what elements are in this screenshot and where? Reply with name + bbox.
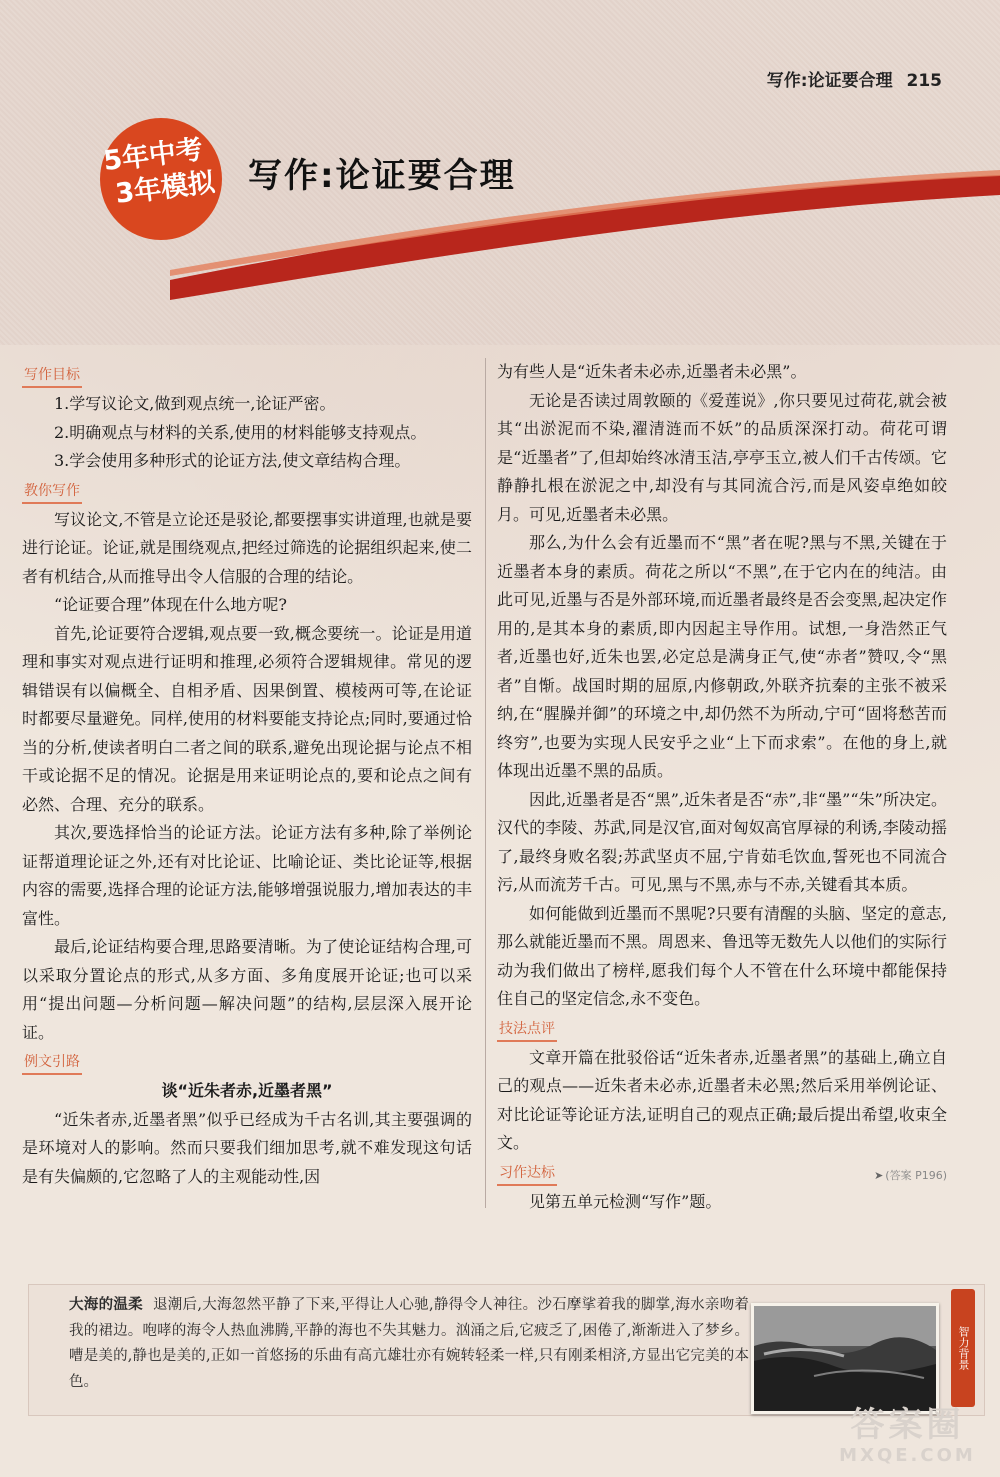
left-column [22, 360, 472, 1191]
decorative-swoosh [170, 170, 1000, 310]
section-title: 写作:论证要合理 [248, 156, 516, 196]
footer-panel [28, 1284, 985, 1416]
essay-opening: “近朱者赤,近墨者黑”似乎已经成为千古名训,其主要强调的是环境对人的影响。然而只要我们细加思考,就不难发现这句话是有失偏颇的,它忽略了人的主观能动性,因 [22, 1109, 472, 1186]
watermark-line2: MXQE.COM [839, 1445, 976, 1466]
essay-paragraph: 因此,近墨者是否“黑”,近朱者是否“赤”,非“墨”“朱”所决定。汉代的李陵、苏武,同是汉官,面对匈奴高官厚禄的利诱,李陵动摇了,最终身败名裂;苏武坚贞不屈,宁肯茹毛饮血,誓死也不同流合污,从而流芳千古。可见,黑与不黑,赤与不赤,关键看其本质。 [497, 789, 947, 894]
example-tag: 例文引路 [22, 1051, 82, 1075]
goals-list [22, 390, 472, 476]
sea-waves-image [754, 1306, 936, 1411]
teach-tag: 教你写作 [22, 480, 82, 504]
logo-line2: 3年模拟 [113, 166, 217, 210]
column-divider [485, 358, 486, 1208]
goal-item: 1.学写议论文,做到观点统一,论证严密。 [54, 394, 336, 413]
teach-paragraph: 其次,要选择恰当的论证方法。论证方法有多种,除了举例论证帮道理论证之外,还有对比论证、比喻论证、类比论证等,根据内容的需要,选择合理的论证方法,能够增强说服力,增加表达的丰富性。 [22, 823, 472, 928]
practice-text: 见第五单元检测“写作”题。 [529, 1191, 722, 1211]
essay-continuation: 为有些人是“近朱者未必赤,近墨者未必黑”。 [497, 362, 807, 381]
practice-tag: 习作达标 [497, 1162, 557, 1186]
watermark-line1: 答案圈 [850, 1405, 965, 1445]
goals-tag: 写作目标 [22, 364, 82, 388]
goal-item: 3.学会使用多种形式的论证方法,使文章结构合理。 [54, 451, 411, 470]
teach-paragraph: “论证要合理”体现在什么地方呢? [54, 595, 287, 614]
running-header [767, 66, 942, 91]
logo-line1: 5年中考 [101, 134, 205, 178]
essay-paragraph: 无论是否读过周敦颐的《爱莲说》,你只要见过荷花,就会被其“出淤泥而不染,濯清涟而不妖”的品质深深打动。荷花可谓是“近墨者”了,但却始终冰清玉洁,亭亭玉立,被人们千古传颂。它静静扎根在淤泥之中,却没有与其同流合污,而是风姿卓绝如皎月。可见,近墨者未必黑。 [497, 390, 947, 524]
practice-row [497, 1158, 947, 1188]
review-tag: 技法点评 [497, 1018, 557, 1042]
footer-text: 退潮后,大海忽然平静了下来,平得让人心驰,静得令人神往。沙石摩挲着我的脚掌,海水亲吻着我的裙边。咆哮的海令人热血沸腾,平静的海也不失其魅力。汹涌之后,它疲乏了,困倦了,渐渐进入了梦乡。嘈是美的,静也是美的,正如一首悠扬的乐曲有高亢雄壮亦有婉转轻柔一样,只有刚柔相济,方显出它完美的本色。 [69, 1297, 750, 1390]
sea-photo [751, 1303, 939, 1414]
footer-title: 大海的温柔 [69, 1297, 143, 1313]
teach-paragraph: 最后,论证结构要合理,思路要清晰。为了使论证结构合理,可以采取分置论点的形式,从多方面、多角度展开论证;也可以采用“提出问题—分析问题—解决问题”的结构,层层深入展开论证。 [22, 937, 472, 1042]
running-title: 写作:论证要合理 [766, 71, 893, 91]
arrow-icon: ➤ [874, 1168, 884, 1182]
footer-text-block [69, 1293, 749, 1395]
answer-reference[interactable] [874, 1162, 947, 1191]
goal-item: 2.明确观点与材料的关系,使用的材料能够支持观点。 [54, 422, 427, 442]
review-text: 文章开篇在批驳俗话“近朱者赤,近墨者黑”的基础上,确立自己的观点——近朱者未必赤,近墨者未必黑;然后采用举例论证、对比论证等论证方法,证明自己的观点正确;最后提出希望,收束全文。 [497, 1047, 947, 1152]
teach-paragraph: 首先,论证要符合逻辑,观点要一致,概念要统一。论证是用道理和事实对观点进行证明和推理,必须符合逻辑规律。常见的逻辑错误有以偏概全、自相矛盾、因果倒置、模棱两可等,在论证时都要尽量避免。同样,使用的材料要能支持论点;同时,要通过恰当的分析,使读者明白二者之间的联系,避免出现论据与论点不相干或论据不足的情况。论据是用来证明论点的,要和论点之间有必然、合理、充分的联系。 [22, 623, 472, 814]
essay-paragraph: 那么,为什么会有近墨而不“黑”者在呢?黑与不黑,关键在于近墨者本身的素质。荷花之所以“不黑”,在于它内在的纯洁。由此可见,近墨与否是外部环境,而近墨者最终是否会变黑,起决定作用的,是其本身的素质,即内因起主导作用。试想,一身浩然正气者,近墨也好,近朱也罢,必定总是满身正气,使“赤者”赞叹,令“黑者”自惭。战国时期的屈原,内修朝政,外联齐抗秦的主张不被采纳,在“腥臊并御”的环境之中,却仍然不为所动,宁可“固将愁苦而终穷”,也要为实现人民安乎之业“上下而求索”。在他的身上,就体现出近墨不黑的品质。 [497, 533, 947, 780]
essay-paragraph: 如何能做到近墨而不黑呢?只要有清醒的头脑、坚定的意志,那么就能近墨而不黑。周恩来、鲁迅等无数先人以他们的实际行动为我们做出了榜样,愿我们每个人不管在什么环境中都能保持住自己的坚定信念,永不变色。 [497, 903, 947, 1008]
essay-title: 谈“近朱者赤,近墨者黑” [161, 1081, 333, 1100]
answer-reference-text: (答案 P196) [885, 1168, 947, 1182]
right-column [497, 358, 947, 1216]
site-watermark [825, 1405, 990, 1475]
page-number: 215 [906, 71, 942, 91]
teach-paragraph: 写议论文,不管是立论还是驳论,都要摆事实讲道理,也就是要进行论证。论证,就是围绕观点,把经过筛选的论据组织起来,使二者有机结合,从而推导出令人信服的合理的结论。 [22, 509, 472, 586]
footer-badge: 智力背景 [951, 1289, 975, 1407]
